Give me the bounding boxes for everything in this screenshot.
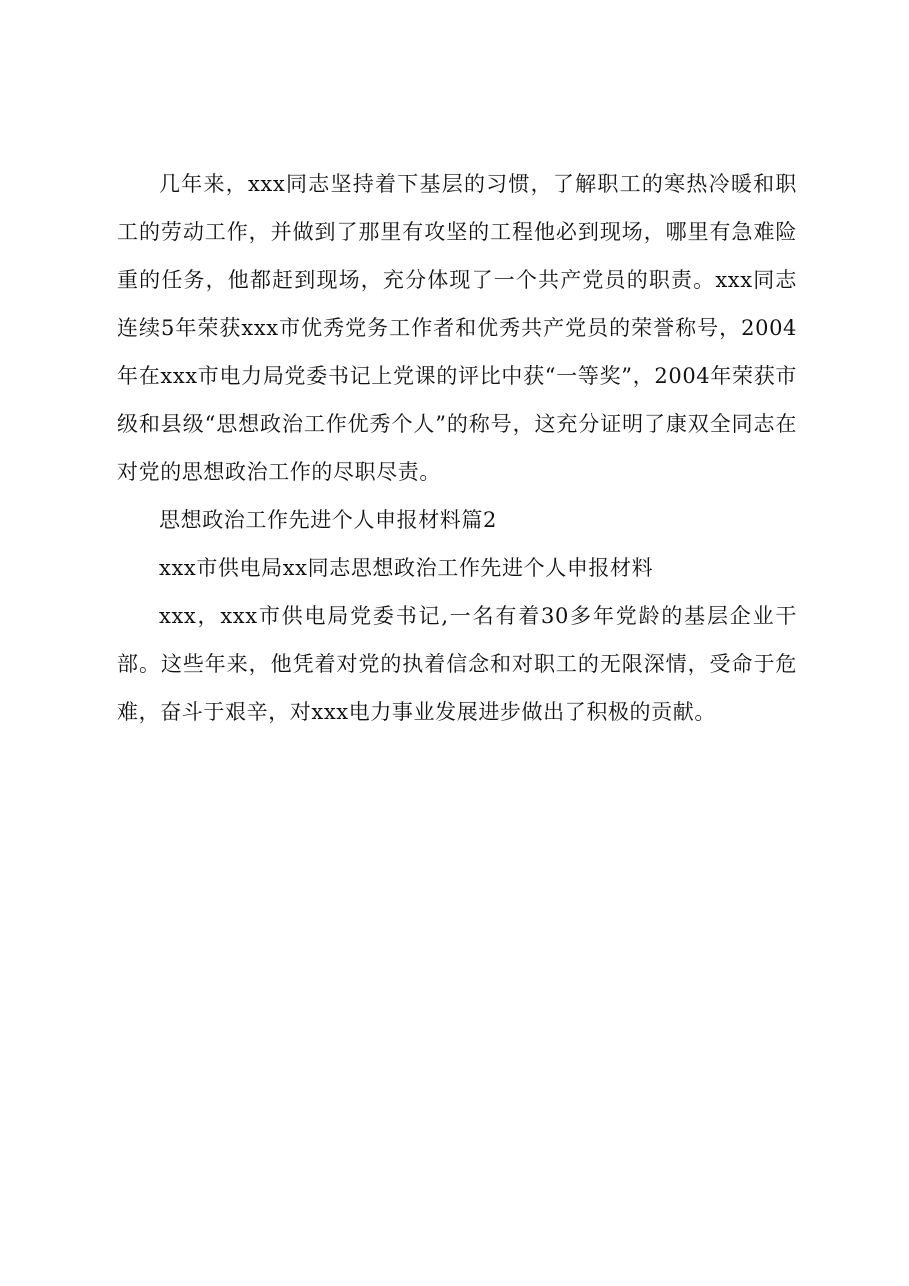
paragraph-achievements: 几年来，xxx同志坚持着下基层的习惯，了解职工的寒热冷暖和职工的劳动工作，并做到了那里有攻坚的工程他必到现场，哪里有急难险重的任务，他都赶到现场，充分体现了一个共产党员的职责。xxx同志连续5年荣获xxx市优秀党务工作者和优秀共产党员的荣誉称号，2004年在xxx市电力局党委书记上党课的评比中获“一等奖”，2004年荣获市级和县级“思想政治工作优秀个人”的称号，这充分证明了康双全同志在对党的思想政治工作的尽职尽责。 xyxy=(117,172,797,484)
section-title: 思想政治工作先进个人申报材料篇2 xyxy=(159,508,497,532)
report-title: xxx市供电局xx同志思想政治工作先进个人申报材料 xyxy=(159,556,654,580)
paragraph-introduction: xxx，xxx市供电局党委书记,一名有着30多年党龄的基层企业干部。这些年来，他凭着对党的执着信念和对职工的无限深情，受命于危难，奋斗于艰辛，对xxx电力事业发展进步做出了积极的贡献。 xyxy=(117,604,797,724)
document-body xyxy=(117,160,797,736)
